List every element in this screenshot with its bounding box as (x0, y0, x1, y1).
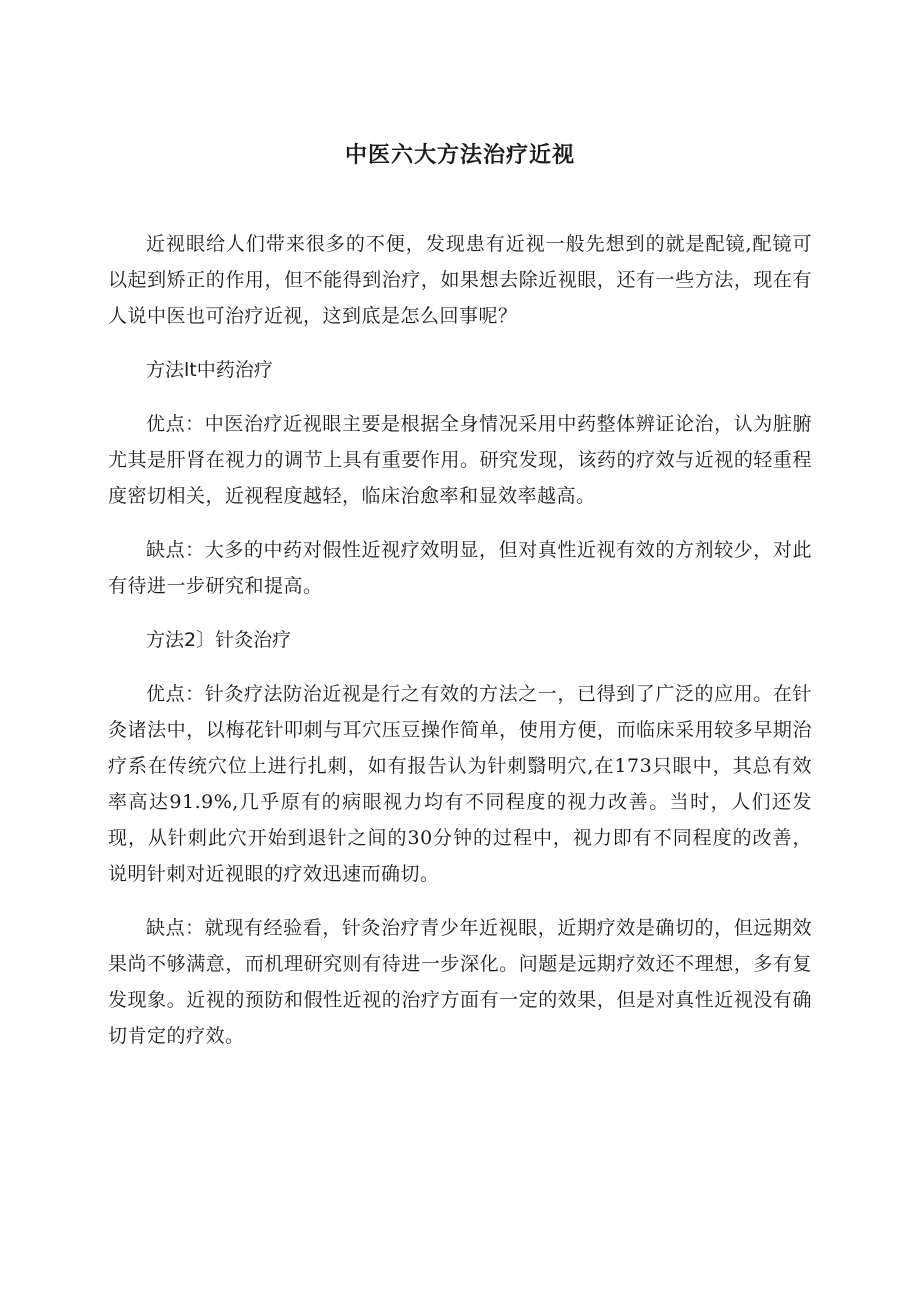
intro-paragraph: 近视眼给人们带来很多的不便，发现患有近视一般先想到的就是配镜,配镜可以起到矫正的作用，但不能得到治疗，如果想去除近视眼，还有一些方法，现在有人说中医也可治疗近视，这到底是怎么回事呢？ (108, 233, 812, 327)
page-title: 中医六大方法治疗近视 (344, 143, 575, 168)
method1-cons-paragraph: 缺点：大多的中药对假性近视疗效明显，但对真性近视有效的方剂较少，对此有待进一步研究和提高。 (108, 539, 812, 597)
method2-pros-paragraph: 优点：针灸疗法防治近视是行之有效的方法之一，已得到了广泛的应用。在针灸诸法中，以梅花针叩刺与耳穴压豆操作简单，使用方便，而临床采用较多早期治疗系在传统穴位上进行扎刺，如有报告认为针刺翳明穴,在173只眼中，其总有效率高达91.9%,几乎原有的病眼视力均有不同程度的视力改善。当时，人们还发现，从针刺此穴开始到退针之间的30分钟的过程中，视力即有不同程度的改善，说明针刺对近视眼的疗效迅速而确切。 (108, 683, 812, 885)
method1-pros-paragraph: 优点：中医治疗近视眼主要是根据全身情况采用中药整体辨证论治，认为脏腑尤其是肝肾在视力的调节上具有重要作用。研究发现，该药的疗效与近视的轻重程度密切相关，近视程度越轻，临床治愈率和显效率越高。 (108, 413, 812, 507)
method1-heading: 方法lt中药治疗 (146, 359, 273, 381)
method2-cons-paragraph: 缺点：就现有经验看，针灸治疗青少年近视眼，近期疗效是确切的，但远期效果尚不够满意，而机理研究则有待进一步深化。问题是远期疗效还不理想，多有复发现象。近视的预防和假性近视的治疗方面有一定的效果，但是对真性近视没有确切肯定的疗效。 (108, 917, 812, 1047)
method2-heading: 方法2〕针灸治疗 (146, 629, 292, 651)
document-body (108, 226, 812, 1072)
